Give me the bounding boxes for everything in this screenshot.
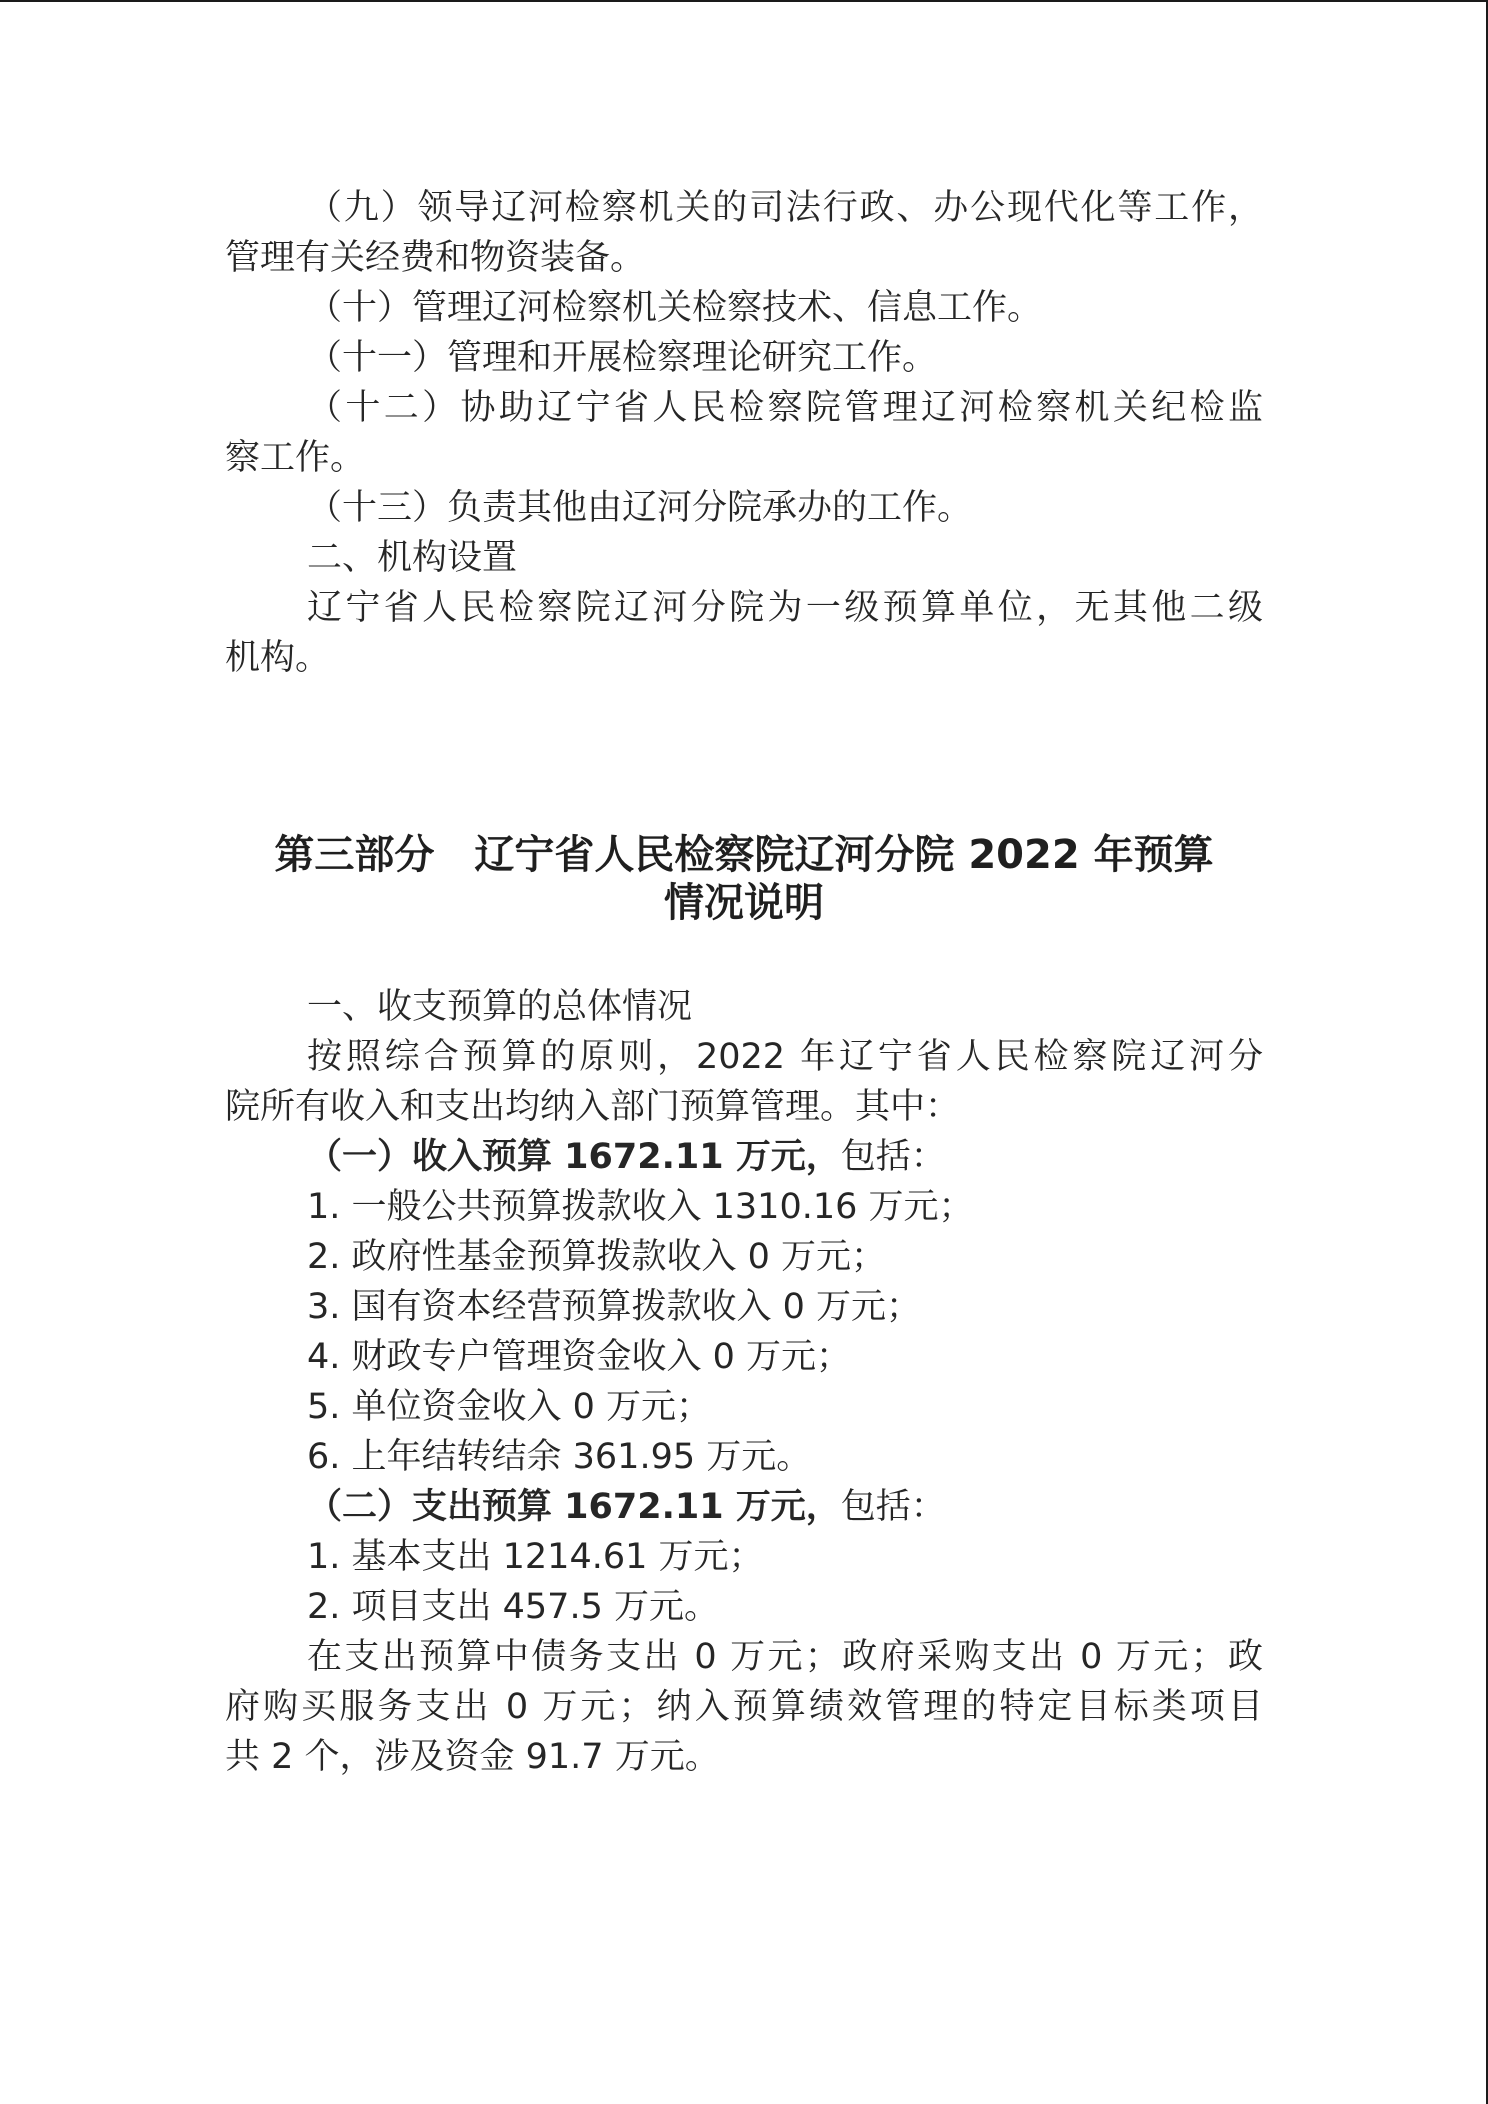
- expense-heading: [307, 1482, 1263, 1532]
- expense-heading-bold: （二）支出预算 1672.11 万元，: [307, 1487, 841, 1527]
- item-10: （十）管理辽河检察机关检察技术、信息工作。: [307, 288, 1043, 328]
- closing-line-2: 府购买服务支出 0 万元；纳入预算绩效管理的特定目标类项目: [225, 1687, 1263, 1727]
- income-item: 6. 上年结转结余 361.95 万元。: [307, 1437, 812, 1477]
- intro-line-2: 院所有收入和支出均纳入部门预算管理。其中：: [225, 1087, 961, 1127]
- income-item: 1. 一般公共预算拨款收入 1310.16 万元；: [307, 1187, 974, 1227]
- closing-line-1: 在支出预算中债务支出 0 万元；政府采购支出 0 万元；政: [307, 1637, 1263, 1677]
- part-three-title-line-1: 第三部分 辽宁省人民检察院辽河分院 2022 年预算: [274, 832, 1214, 878]
- income-item: 4. 财政专户管理资金收入 0 万元；: [307, 1337, 852, 1377]
- org-heading: 二、机构设置: [307, 538, 518, 578]
- income-item: 3. 国有资本经营预算拨款收入 0 万元；: [307, 1287, 922, 1327]
- org-text-line-1: 辽宁省人民检察院辽河分院为一级预算单位，无其他二级: [307, 588, 1263, 628]
- item-9-line-2: 管理有关经费和物资装备。: [225, 238, 646, 278]
- sub-heading-overview: 一、收支预算的总体情况: [307, 987, 693, 1027]
- income-item: 2. 政府性基金预算拨款收入 0 万元；: [307, 1237, 887, 1277]
- income-heading: [307, 1132, 1263, 1182]
- org-text-line-2: 机构。: [225, 638, 331, 678]
- expense-heading-rest: 包括：: [840, 1487, 946, 1527]
- item-9-line-1: （九）领导辽河检察机关的司法行政、办公现代化等工作，: [307, 188, 1263, 228]
- expense-item: 1. 基本支出 1214.61 万元；: [307, 1537, 764, 1577]
- item-11: （十一）管理和开展检察理论研究工作。: [307, 338, 938, 378]
- closing-line-3: 共 2 个，涉及资金 91.7 万元。: [225, 1737, 720, 1777]
- part-three-title-line-2: 情况说明: [664, 880, 824, 926]
- item-13: （十三）负责其他由辽河分院承办的工作。: [307, 488, 973, 528]
- intro-line-1: 按照综合预算的原则，2022 年辽宁省人民检察院辽河分: [307, 1037, 1263, 1077]
- expense-item: 2. 项目支出 457.5 万元。: [307, 1587, 719, 1627]
- item-12-line-1: （十二）协助辽宁省人民检察院管理辽河检察机关纪检监: [307, 388, 1263, 428]
- item-12-line-2: 察工作。: [225, 438, 366, 478]
- income-item: 5. 单位资金收入 0 万元；: [307, 1387, 712, 1427]
- income-heading-rest: 包括：: [840, 1137, 946, 1177]
- income-heading-bold: （一）收入预算 1672.11 万元，: [307, 1137, 841, 1177]
